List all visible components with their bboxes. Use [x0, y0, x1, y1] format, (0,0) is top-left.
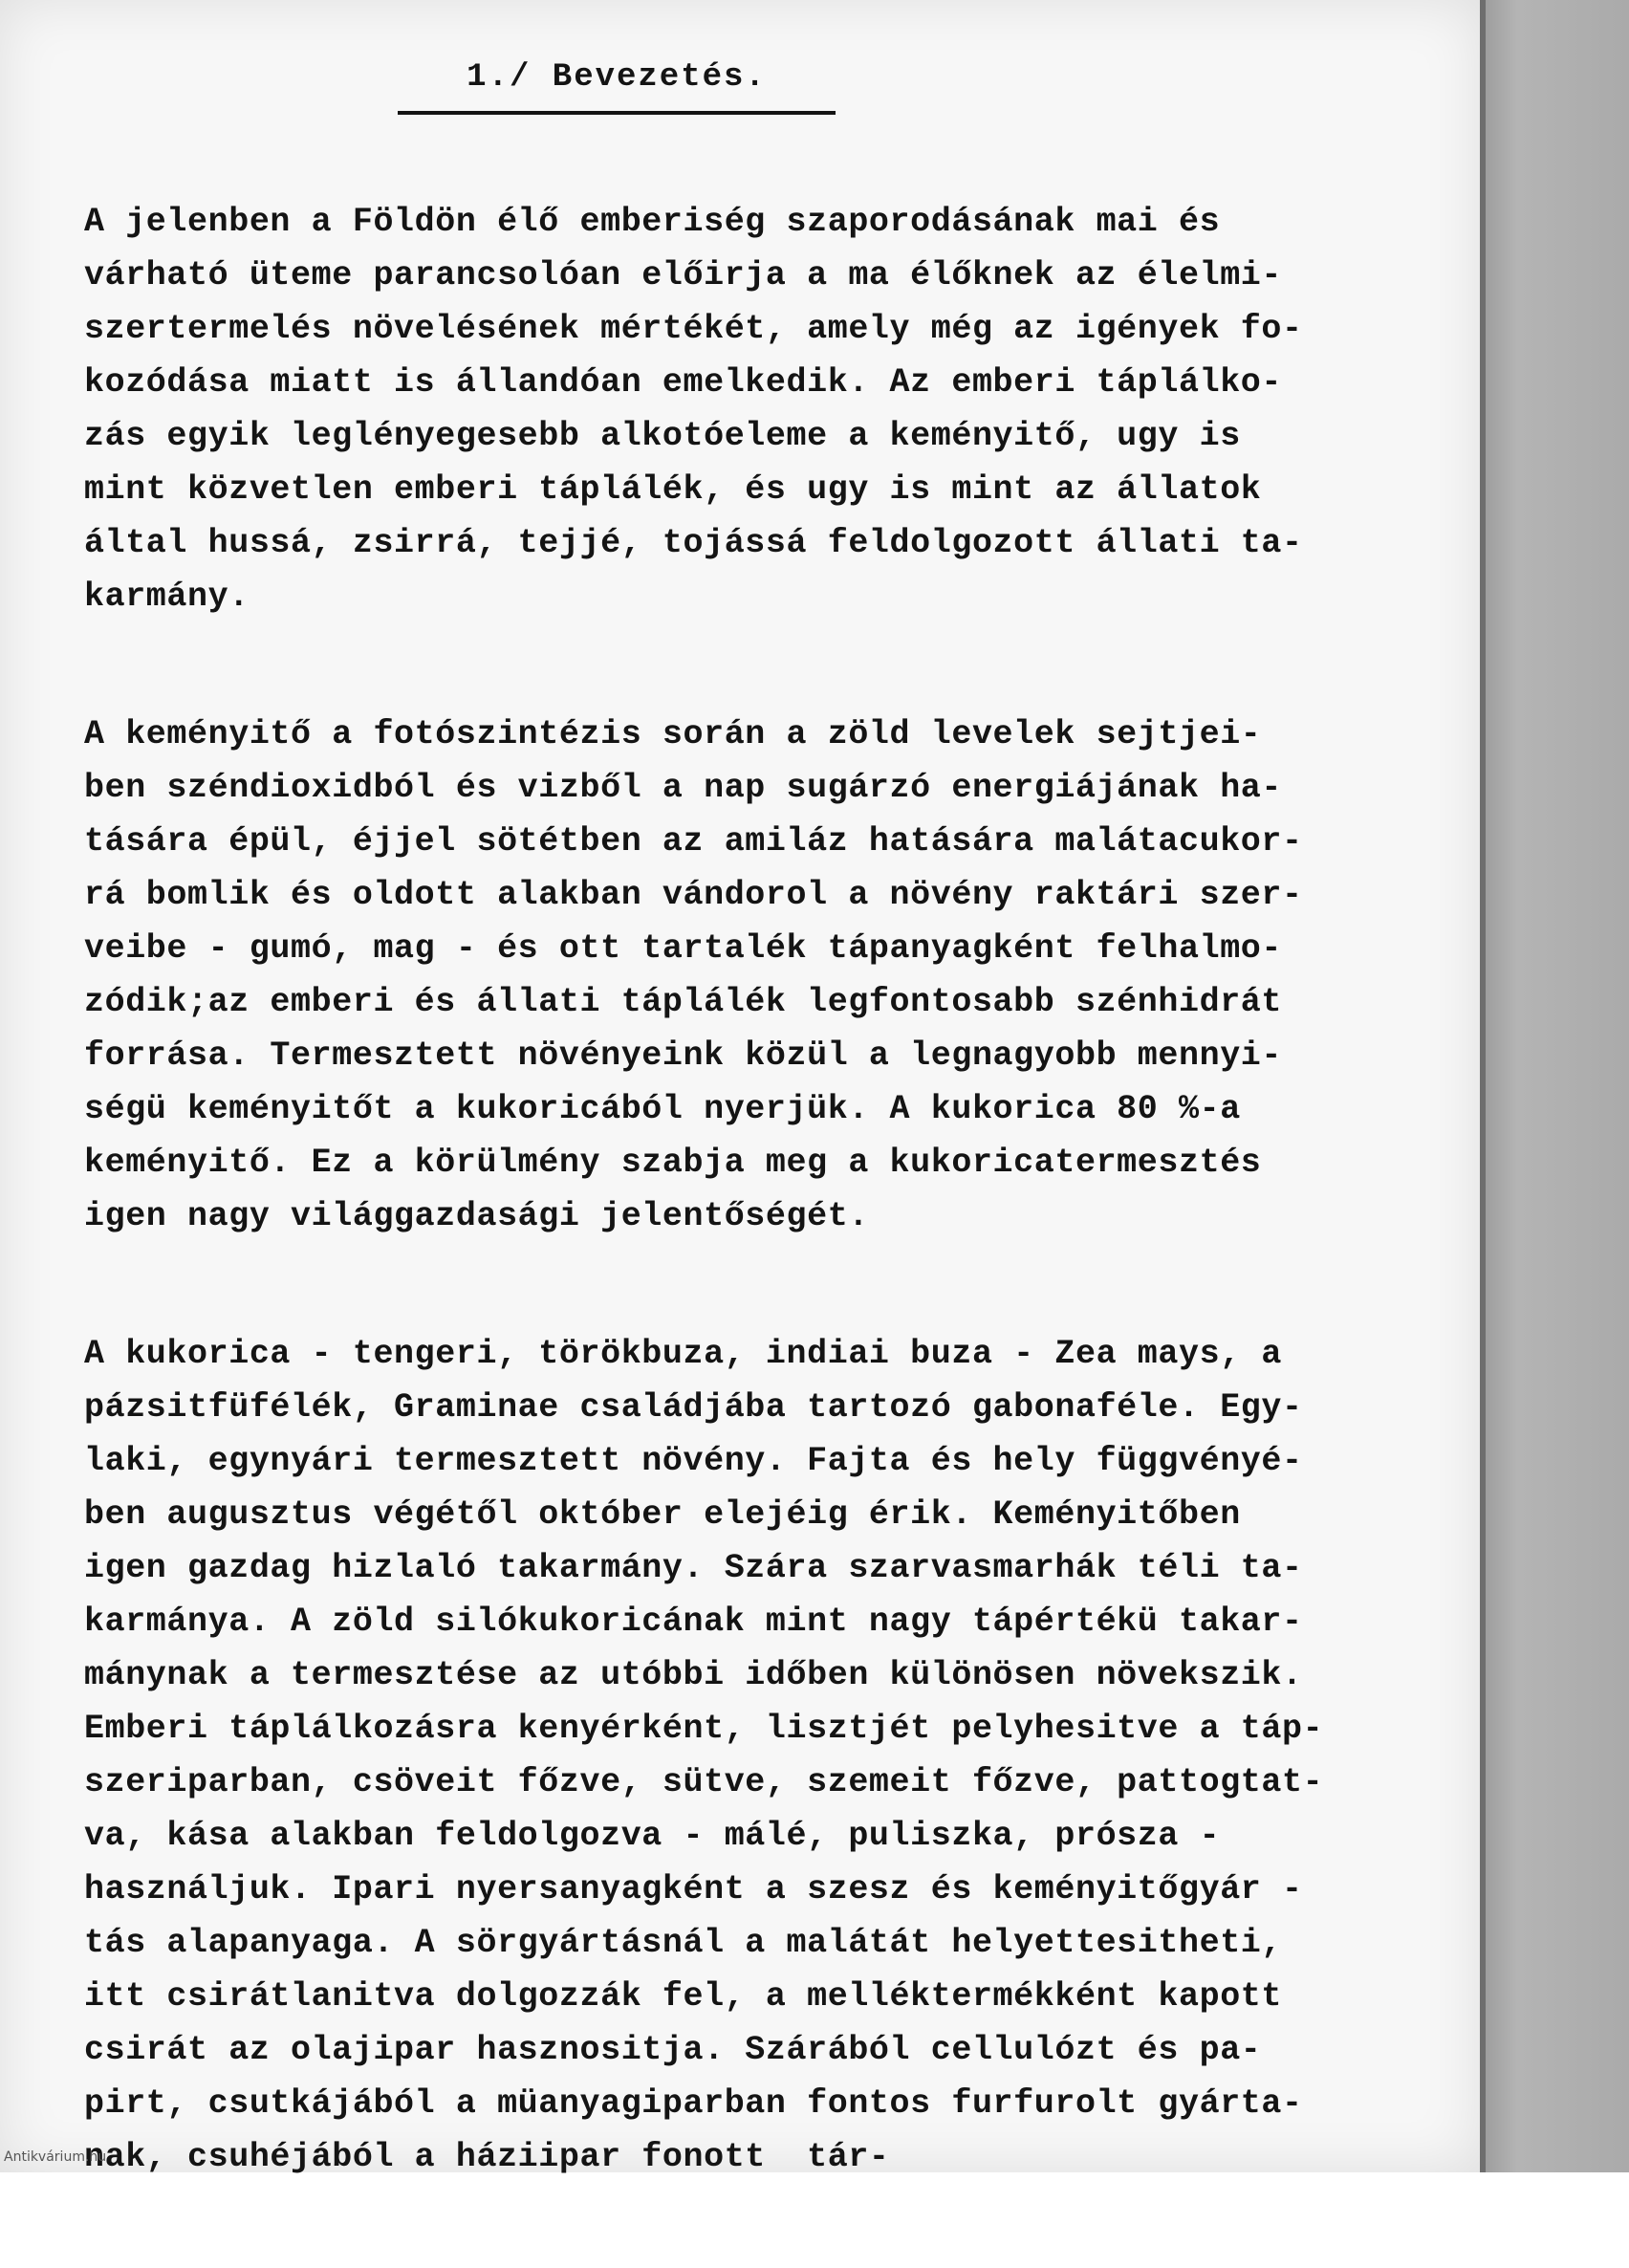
text-line: kozódása miatt is állandóan emelkedik. Az emberi táplálko-: [84, 363, 1282, 402]
text-line: várható üteme parancsolóan előirja a ma élőknek az élelmi-: [84, 256, 1282, 294]
text-line: szertermelés növelésének mértékét, amely még az igények fo-: [84, 310, 1303, 348]
text-line: igen gazdag hizlaló takarmány. Szára szarvasmarhák téli ta-: [84, 1549, 1303, 1587]
page-title: 1./ Bevezetés.: [467, 59, 767, 96]
text-line: va, kása alakban feldolgozva - málé, puliszka, prósza -: [84, 1817, 1221, 1855]
document-body: [84, 195, 1403, 2268]
text-line: A kukorica - tengeri, törökbuza, indiai buza - Zea mays, a: [84, 1335, 1282, 1373]
text-line: ben széndioxidból és vizből a nap sugárzó energiájának ha-: [84, 769, 1282, 807]
text-line: Emberi táplálkozásra kenyérként, lisztjét pelyhesitve a táp-: [84, 1710, 1324, 1748]
text-line: veibe - gumó, mag - és ott tartalék tápanyagként felhalmo-: [84, 929, 1282, 968]
paragraph-introduction: [84, 195, 1403, 623]
title-underline: [398, 111, 836, 115]
text-line: itt csirátlanitva dolgozzák fel, a melléktermékként kapott: [84, 1977, 1282, 2016]
text-line: mint közvetlen emberi táplálék, és ugy is mint az állatok: [84, 470, 1262, 509]
text-line: szeriparban, csöveit főzve, sütve, szemeit főzve, pattogtat-: [84, 1763, 1324, 1801]
paragraph-maize: [84, 1327, 1403, 2184]
text-line: zódik;az emberi és állati táplálék legfontosabb szénhidrát: [84, 983, 1282, 1021]
text-line: által hussá, zsirrá, tejjé, tojássá feldolgozott állati ta-: [84, 524, 1303, 562]
text-line: pirt, csutkájából a müanyagiparban fontos furfurolt gyárta-: [84, 2084, 1303, 2123]
text-line: tására épül, éjjel sötétben az amiláz hatására malátacukor-: [84, 822, 1303, 861]
text-line: mánynak a termesztése az utóbbi időben különösen növekszik.: [84, 1656, 1303, 1694]
text-line: pázsitfüfélék, Graminae családjába tartozó gabonaféle. Egy-: [84, 1388, 1303, 1427]
text-line: rá bomlik és oldott alakban vándorol a növény raktári szer-: [84, 876, 1303, 914]
text-line: karmánya. A zöld silókukoricának mint nagy tápértékü takar-: [84, 1603, 1303, 1641]
text-line: zás egyik leglényegesebb alkotóeleme a keményitő, ugy is: [84, 417, 1241, 455]
text-line: karmány.: [84, 578, 250, 616]
text-line: ben augusztus végétől október elejéig érik. Keményitőben: [84, 1495, 1241, 1534]
text-line: ségü keményitőt a kukoricából nyerjük. A kukorica 80 %-a: [84, 1090, 1241, 1128]
background-backing-board: [1480, 0, 1629, 2172]
text-line: használjuk. Ipari nyersanyagként a szesz és keményitőgyár -: [84, 1870, 1303, 1908]
text-line: laki, egynyári termesztett növény. Fajta és hely függvényé-: [84, 1442, 1303, 1480]
text-line: forrása. Termesztett növényeink közül a legnagyobb mennyi-: [84, 1036, 1282, 1075]
text-line: csirát az olajipar hasznositja. Szárából cellulózt és pa-: [84, 2031, 1262, 2069]
text-line: igen nagy világgazdasági jelentőségét.: [84, 1197, 869, 1235]
text-line: keményitő. Ez a körülmény szabja meg a kukoricatermesztés: [84, 1144, 1262, 1182]
text-line: A jelenben a Földön élő emberiség szaporodásának mai és: [84, 203, 1221, 241]
watermark: Antikvárium.hu: [4, 2149, 107, 2165]
text-line: A keményitő a fotószintézis során a zöld levelek sejtjei-: [84, 715, 1262, 753]
text-line: nak, csuhéjából a háziipar fonott tár-: [84, 2138, 890, 2176]
paragraph-starch: [84, 708, 1403, 1243]
text-line: tás alapanyaga. A sörgyártásnál a malátát helyettesitheti,: [84, 1924, 1282, 1962]
